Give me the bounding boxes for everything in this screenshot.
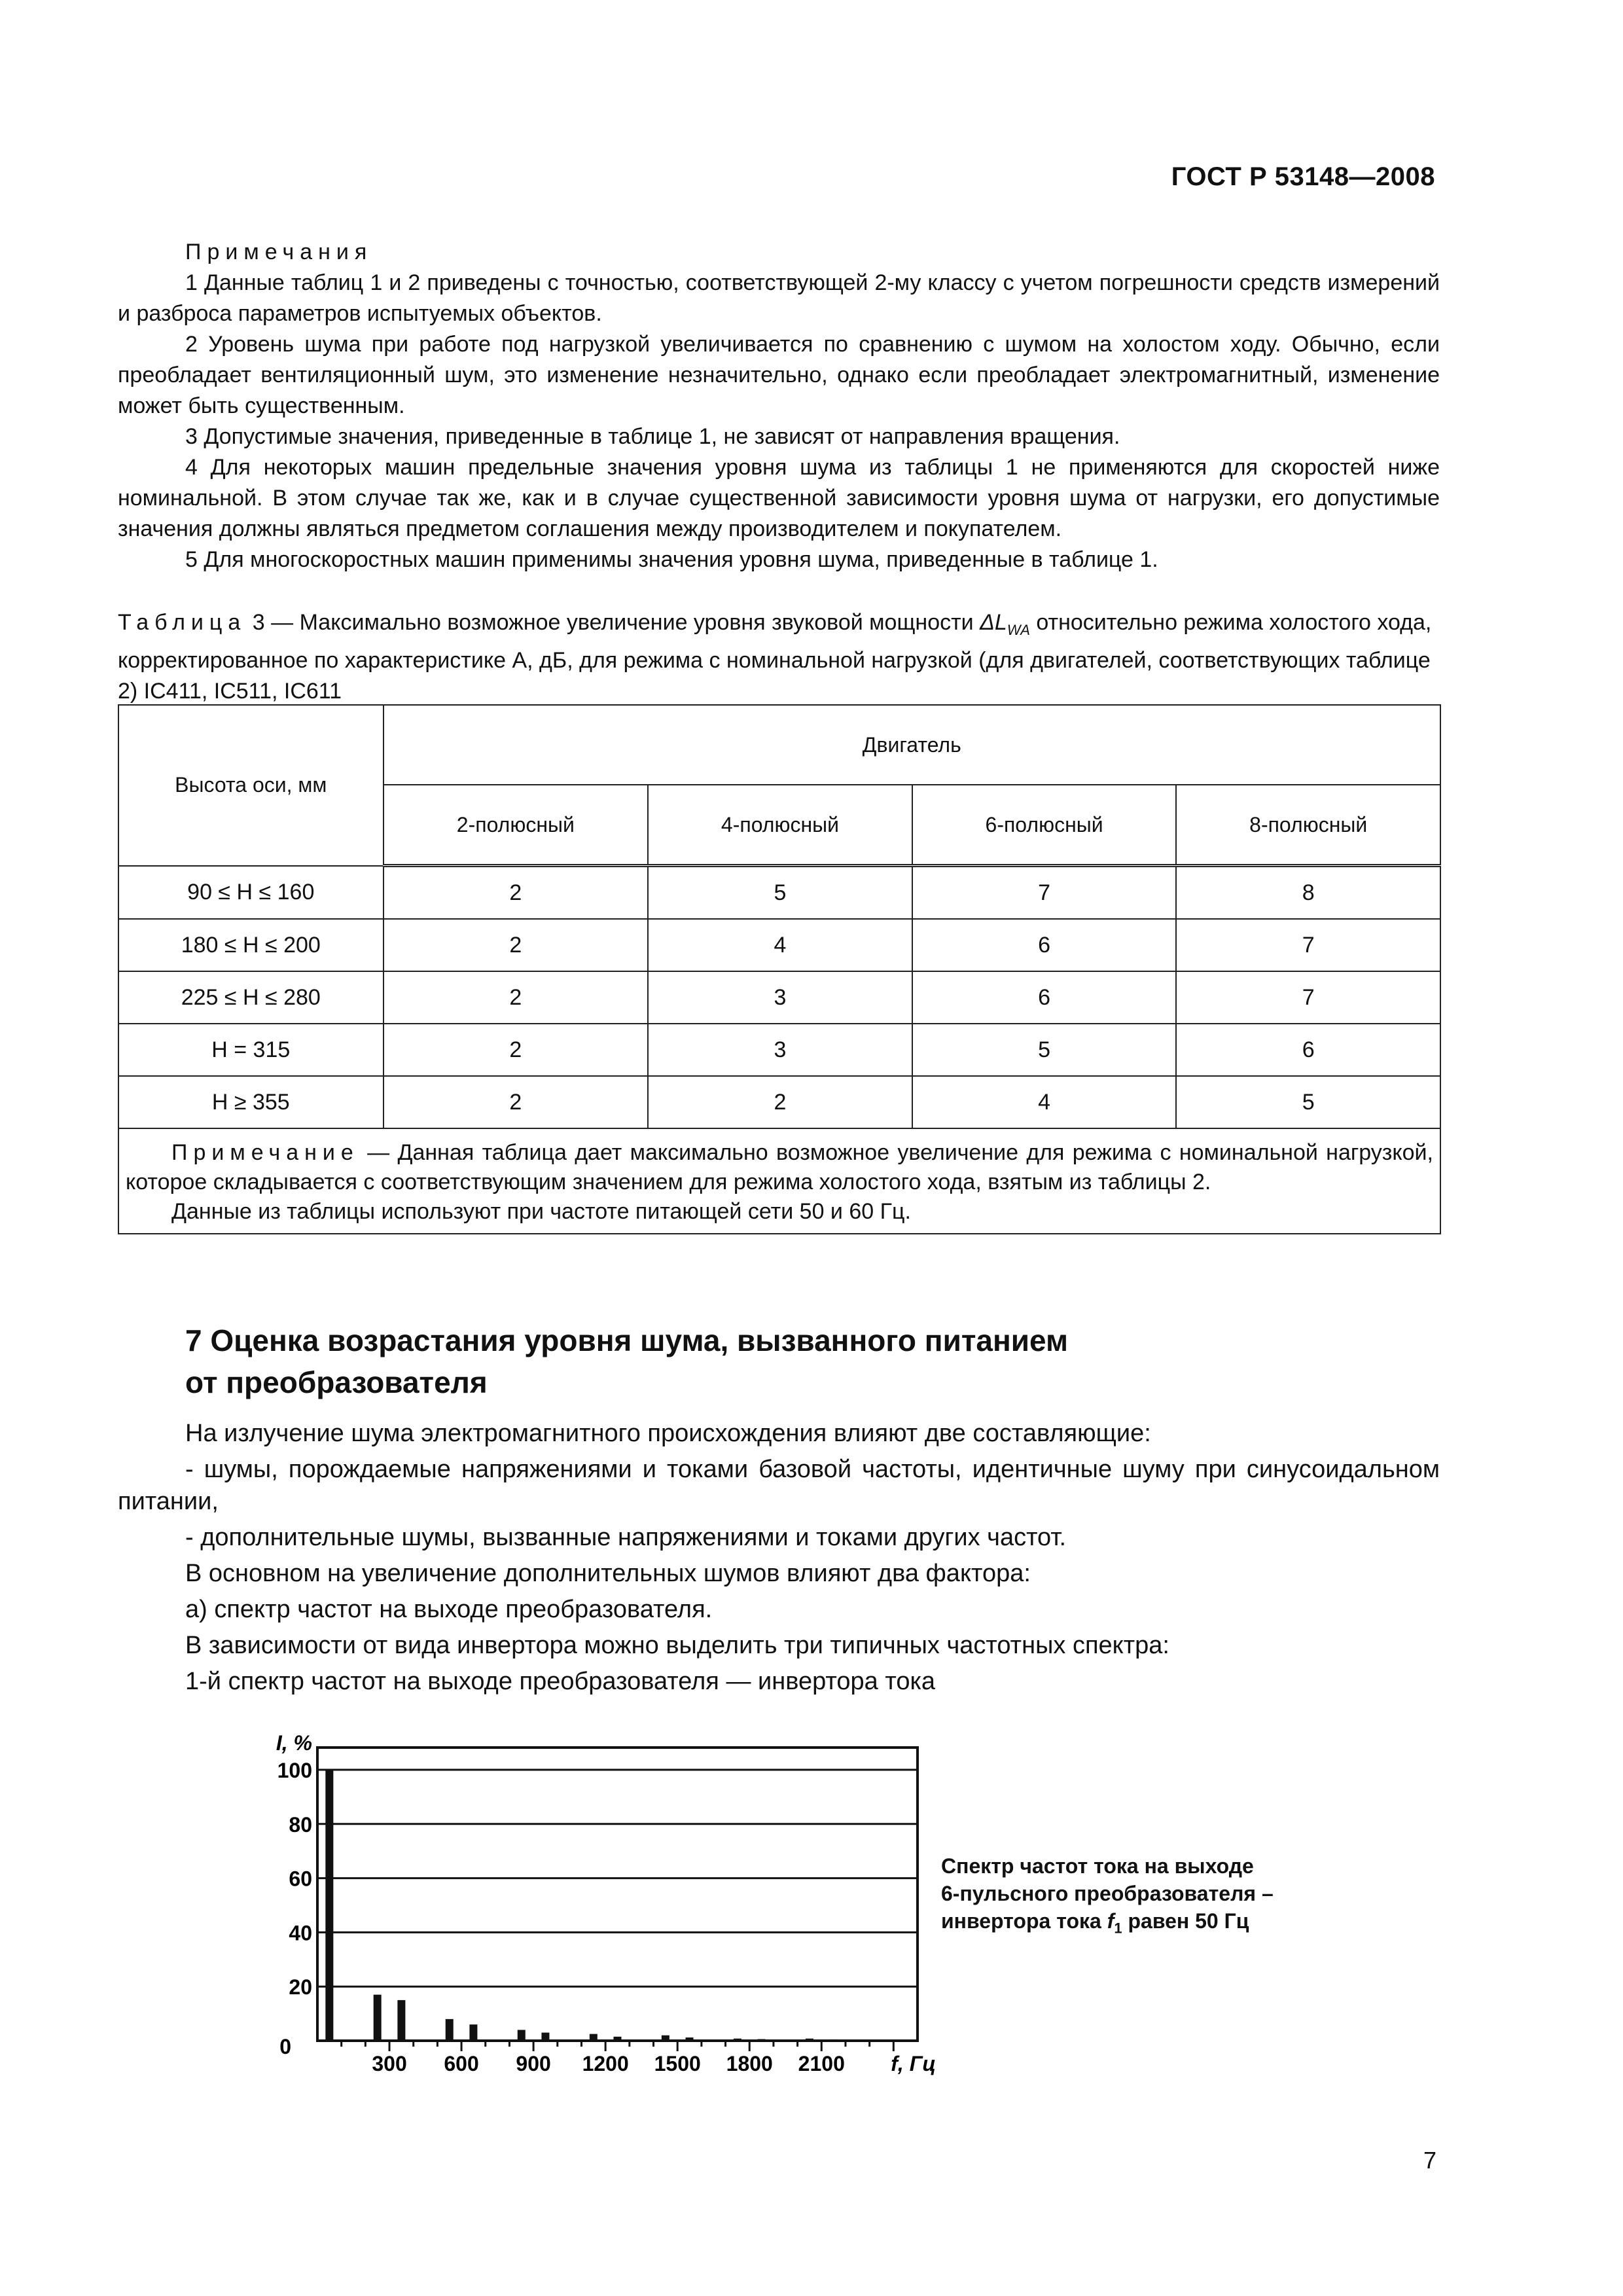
section-paragraph: - дополнительные шумы, вызванные напряжениями и токами других частот. xyxy=(185,1524,1067,1551)
table-cell: 2 xyxy=(648,1076,912,1128)
table-cell: 5 xyxy=(1176,1076,1440,1128)
table-cell: 6 xyxy=(912,971,1177,1024)
y-tick-label: 0 xyxy=(279,2035,291,2058)
chart-caption-symbol: f xyxy=(1107,1909,1115,1933)
header-8-pole: 8-полюсный xyxy=(1176,785,1440,866)
table-note xyxy=(118,1128,1440,1234)
header-6-pole: 6-полюсный xyxy=(912,785,1177,866)
spectrum-bar xyxy=(662,2036,669,2041)
spectrum-bar xyxy=(806,2039,813,2041)
table-cell: 2 xyxy=(383,1076,649,1128)
spectrum-bar xyxy=(446,2019,454,2041)
table-note-text: — Данная таблица дает максимально возможное увеличение для режима с номинальной нагрузкой, которое складывается с соответствующим значением для режима холостого хода, взятым из таблицы 2. xyxy=(126,1140,1433,1194)
note-2: 2 Уровень шума при работе под нагрузкой увеличивается по сравнению с шумом на холостом ходу. Обычно, если преобладает вентиляционный шум, это изменение незначительно, однако если преобладает электромагнитный, изменение может быть существенным. xyxy=(118,332,1440,418)
spectrum-bar xyxy=(686,2037,694,2041)
table-caption-text-after: относительно режима холостого хода, корректированное по характеристике A, дБ, для режима с номинальной нагрузкой (для двигателей, соответствующих таблице 2) IC411, IC511, IC611 xyxy=(118,610,1432,704)
table-3 xyxy=(118,704,1441,1234)
note-5: 5 Для многоскоростных машин применимы значения уровня шума, приведенные в таблице 1. xyxy=(185,547,1158,572)
table-cell: 2 xyxy=(383,971,649,1024)
table-caption-number: 3 xyxy=(252,610,265,635)
header-axis-height: Высота оси, мм xyxy=(118,705,383,866)
note-4: 4 Для некоторых машин предельные значения уровня шума из таблицы 1 не применяются для скоростей ниже номинальной. В этом случае так же, как и в случае существенной зависимости уровня шума от нагрузки, его допустимые значения должны являться предметом соглашения между производителем и покупателем. xyxy=(118,455,1440,541)
table-cell: 2 xyxy=(383,919,649,971)
section-heading-line-2: от преобразователя xyxy=(185,1365,488,1399)
table-cell: 6 xyxy=(912,919,1177,971)
x-tick-label: 1800 xyxy=(726,2052,773,2075)
table-note-text-2: Данные из таблицы используют при частоте питающей сети 50 и 60 Гц. xyxy=(171,1199,911,1224)
section-heading-line-1: 7 Оценка возрастания уровня шума, вызванного питанием xyxy=(185,1323,1069,1357)
table-row xyxy=(118,866,1440,920)
table-row xyxy=(118,919,1440,971)
x-tick-label: 900 xyxy=(516,2052,551,2075)
table-cell: 8 xyxy=(1176,866,1440,920)
spectrum-bar xyxy=(374,1995,382,2041)
section-body xyxy=(118,1418,1440,1698)
table-cell: 3 xyxy=(648,1024,912,1076)
chart-caption-line-3 xyxy=(941,1907,1334,1942)
table-cell: 5 xyxy=(648,866,912,920)
spectrum-bar xyxy=(590,2034,597,2041)
y-tick-label: 80 xyxy=(289,1812,312,1837)
table-cell: 7 xyxy=(1176,971,1440,1024)
spectrum-chart xyxy=(249,1728,942,2094)
section-paragraph: 1-й спектр частот на выходе преобразователя — инвертора тока xyxy=(185,1668,936,1695)
row-label: H = 315 xyxy=(118,1024,383,1076)
spectrum-bar xyxy=(614,2037,622,2041)
spectrum-bar xyxy=(541,2033,549,2041)
chart-caption-subscript: 1 xyxy=(1114,1920,1122,1937)
x-tick-label: 2100 xyxy=(798,2052,845,2075)
table-caption-symbol: ΔL xyxy=(980,610,1007,635)
page-number: 7 xyxy=(1423,2147,1436,2174)
table-note-label: Примечание xyxy=(171,1140,359,1165)
table-cell: 4 xyxy=(912,1076,1177,1128)
y-tick-label: 100 xyxy=(277,1759,312,1782)
x-tick-label: 600 xyxy=(444,2052,479,2075)
section-paragraph: а) спектр частот на выходе преобразователя. xyxy=(185,1596,713,1623)
table-caption-subscript: WA xyxy=(1007,621,1030,638)
x-tick-label: 300 xyxy=(372,2052,407,2075)
spectrum-bar xyxy=(325,1770,333,2041)
x-axis-label: f, Гц xyxy=(891,2052,936,2075)
section-paragraph: В зависимости от вида инвертора можно выделить три типичных частотных спектра: xyxy=(185,1632,1169,1659)
row-label: 90 ≤ H ≤ 160 xyxy=(118,866,383,920)
row-label: 225 ≤ H ≤ 280 xyxy=(118,971,383,1024)
header-motor: Двигатель xyxy=(383,705,1440,785)
chart-caption-line-1: Спектр частот тока на выходе xyxy=(941,1854,1254,1878)
chart-caption-text-after: равен 50 Гц xyxy=(1122,1909,1249,1933)
table-cell: 4 xyxy=(648,919,912,971)
chart-caption-text: инвертора тока xyxy=(941,1909,1107,1933)
y-tick-label: 40 xyxy=(289,1921,312,1945)
table-cell: 6 xyxy=(1176,1024,1440,1076)
table-row xyxy=(118,971,1440,1024)
notes-title: Примечания xyxy=(185,240,373,264)
table-cell: 5 xyxy=(912,1024,1177,1076)
x-tick-label: 1200 xyxy=(582,2052,629,2075)
table-caption-text: — Максимально возможное увеличение уровня звуковой мощности xyxy=(264,610,980,635)
y-tick-label: 20 xyxy=(289,1975,312,2000)
table-row xyxy=(118,1076,1440,1128)
header-4-pole: 4-полюсный xyxy=(648,785,912,866)
row-label: 180 ≤ H ≤ 200 xyxy=(118,919,383,971)
section-heading xyxy=(185,1319,1298,1403)
note-3: 3 Допустимые значения, приведенные в таблице 1, не зависят от направления вращения. xyxy=(185,424,1120,449)
table-cell: 2 xyxy=(383,866,649,920)
table-caption xyxy=(118,607,1440,707)
table-cell: 2 xyxy=(383,1024,649,1076)
table-cell: 7 xyxy=(912,866,1177,920)
spectrum-bar xyxy=(469,2024,477,2041)
table-caption-label: Таблица xyxy=(118,610,247,635)
spectrum-bar xyxy=(397,2000,405,2041)
spectrum-bar xyxy=(830,2039,838,2041)
y-tick-label: 60 xyxy=(289,1867,312,1891)
y-axis-label: I, % xyxy=(276,1731,312,1755)
x-tick-label: 1500 xyxy=(654,2052,701,2075)
table-cell: 7 xyxy=(1176,919,1440,971)
document-code: ГОСТ Р 53148—2008 xyxy=(1171,162,1435,191)
header-2-pole: 2-полюсный xyxy=(383,785,649,866)
section-paragraph: На излучение шума электромагнитного происхождения влияют две составляющие: xyxy=(185,1420,1151,1447)
section-paragraph: В основном на увеличение дополнительных шумов влияют два фактора: xyxy=(185,1560,1031,1587)
spectrum-bar xyxy=(518,2030,526,2041)
spectrum-bar xyxy=(734,2039,741,2041)
spectrum-bar xyxy=(758,2039,766,2041)
section-paragraph: - шумы, порождаемые напряжениями и токами базовой частоты, идентичные шуму при синусоидальном питании, xyxy=(118,1456,1440,1515)
chart-caption-line-2: 6-пульсного преобразователя – xyxy=(941,1882,1274,1905)
chart-caption xyxy=(941,1852,1334,1942)
row-label: H ≥ 355 xyxy=(118,1076,383,1128)
plot-frame xyxy=(317,1748,918,2041)
table-cell: 3 xyxy=(648,971,912,1024)
note-1: 1 Данные таблиц 1 и 2 приведены с точностью, соответствующей 2-му классу с учетом погрешности средств измерений и разброса параметров испытуемых объектов. xyxy=(118,270,1440,326)
table-row xyxy=(118,1024,1440,1076)
